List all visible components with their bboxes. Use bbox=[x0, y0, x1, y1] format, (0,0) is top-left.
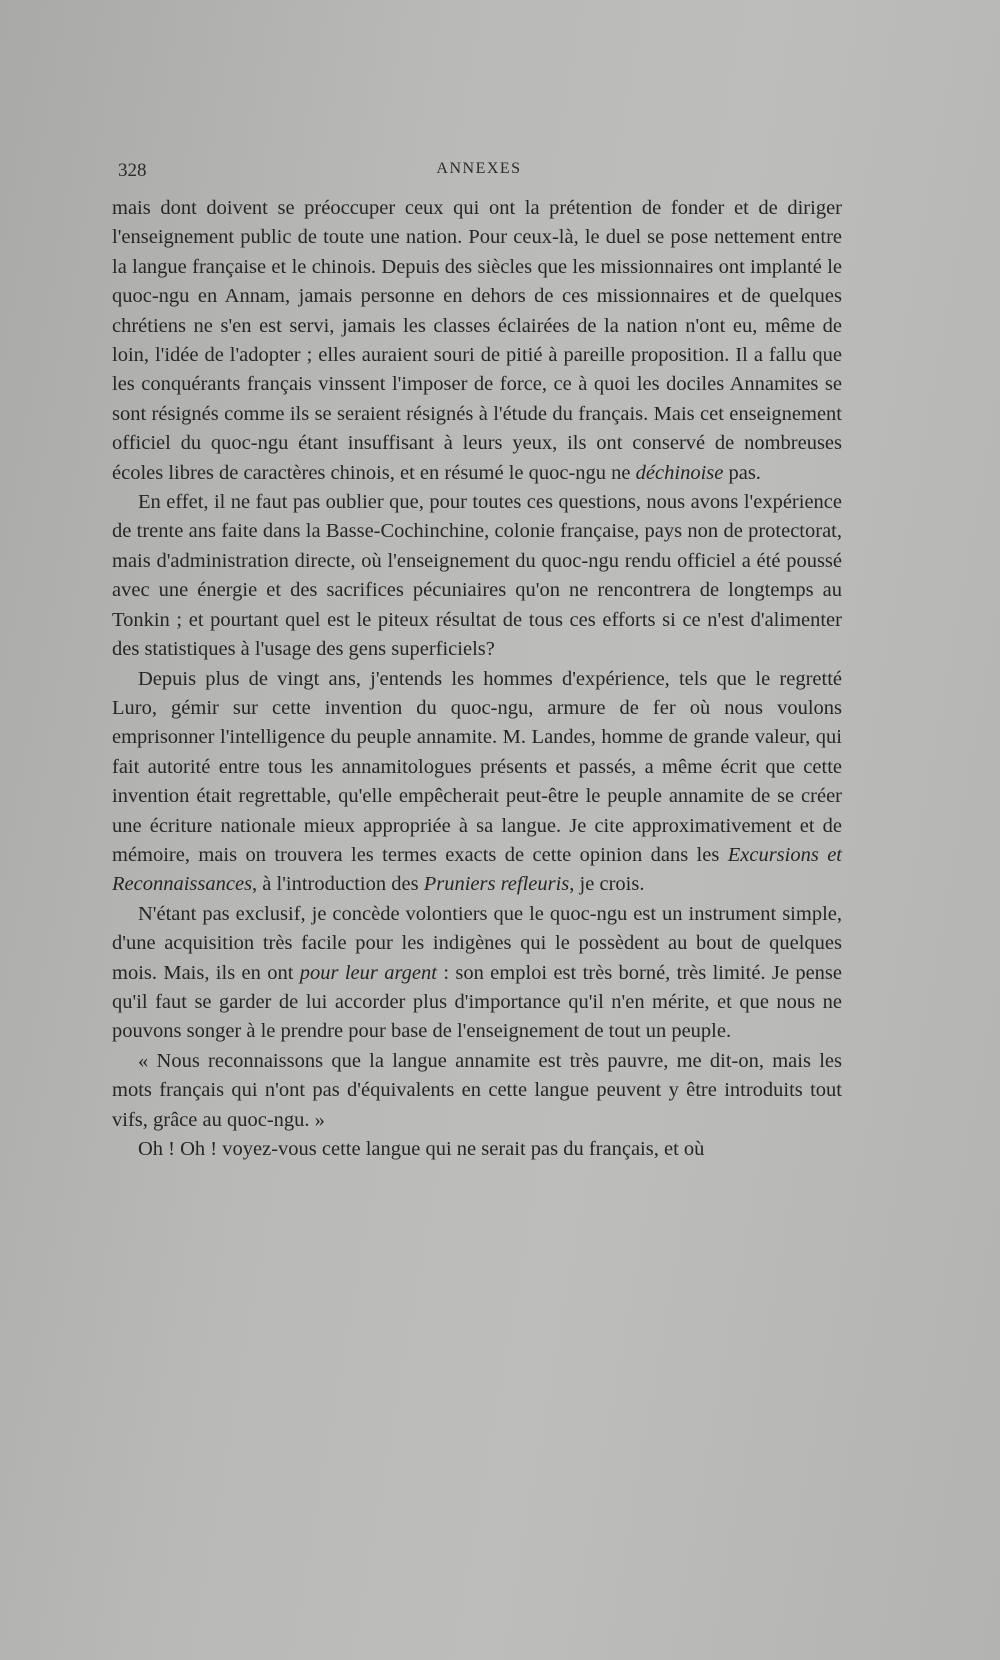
page-number: 328 bbox=[118, 160, 147, 181]
body-text bbox=[112, 194, 842, 1164]
paragraph bbox=[112, 1047, 842, 1135]
text-segment: N'étant pas exclusif, je concède volontiers que le quoc-ngu est un instrument simple, d'une acquisition très facile pour les indigènes qui le possèdent au bout de quelques mois. Mais, ils en ont bbox=[112, 902, 842, 984]
page-header bbox=[118, 160, 840, 186]
text-segment: : son emploi est très borné, très limité. Je pense qu'il faut se garder de lui accorder plus d'importance qu'il n'en mérite, et que nous ne pouvons songer à le prendre pour base de l'enseignement de tout un peuple. bbox=[112, 961, 842, 1043]
text-segment: En effet, il ne faut pas oublier que, pour toutes ces questions, nous avons l'expérience de trente ans faite dans la Basse-Cochinchine, colonie française, pays non de protectorat, mais d'administration directe, où l'enseignement du quoc-ngu rendu officiel a été poussé avec une énergie et des sacrifices pécuniaires qu'on ne rencontrera de longtemps au Tonkin ; et pourtant quel est le piteux résultat de tous ces efforts si ce n'est d'alimenter des statistiques à l'usage des gens superficiels? bbox=[112, 491, 842, 661]
paragraph bbox=[112, 900, 842, 1047]
text-segment: mais dont doivent se préoccuper ceux qui ont la prétention de fonder et de diriger l'enseignement public de toute une nation. Pour ceux-là, le duel se pose nettement entre la langue française et le chinois. Depuis des siècles que les missionnaires ont implanté le quoc-ngu en Annam, jamais personne en dehors de ces missionnaires et de quelques chrétiens ne s'en est servi, jamais les classes éclairées de la nation n'ont eu, même de loin, l'idée de l'adopter ; elles auraient souri de pitié à pareille proposition. Il a fallu que les conquérants français vinssent l'imposer de force, ce à quoi les dociles Annamites se sont résignés comme ils se seraient résignés à l'étude du français. Mais cet enseignement officiel du quoc-ngu étant insuffisant à leurs yeux, ils ont conservé de nombreuses écoles libres de caractères chinois, et en résumé le quoc-ngu ne bbox=[112, 197, 842, 484]
italic-text: Excursions et Reconnaissances bbox=[112, 843, 842, 896]
text-segment: , à l'introduction des bbox=[252, 873, 424, 896]
running-title: ANNEXES bbox=[436, 160, 522, 177]
italic-text: Pruniers refleuris bbox=[423, 873, 570, 896]
paragraph bbox=[112, 488, 842, 664]
italic-text: pour leur argent bbox=[299, 961, 437, 984]
paragraph bbox=[112, 665, 842, 900]
text-segment: , je crois. bbox=[569, 873, 645, 896]
text-segment: pas. bbox=[723, 461, 761, 484]
paragraph bbox=[112, 194, 842, 488]
text-segment: Oh ! Oh ! voyez-vous cette langue qui ne serait pas du français, et où bbox=[138, 1138, 705, 1160]
italic-text: déchinoise bbox=[635, 461, 724, 484]
text-segment: « Nous reconnaissons que la langue annamite est très pauvre, me dit-on, mais les mots français qui n'ont pas d'équivalents en cette langue peuvent y être introduits tout vifs, grâce au quoc-ngu. » bbox=[112, 1049, 842, 1131]
text-segment: Depuis plus de vingt ans, j'entends les hommes d'expérience, tels que le regretté Luro, gémir sur cette invention du quoc-ngu, armure de fer où nous voulons emprisonner l'intelligence du peuple annamite. M. Landes, homme de grande valeur, qui fait autorité entre tous les annamitologues présents et passés, a même écrit que cette invention était regrettable, qu'elle empêcherait peut-être le peuple annamite de se créer une écriture nationale mieux appropriée à sa langue. Je cite approximativement et de mémoire, mais on trouvera les termes exacts de cette opinion dans les bbox=[112, 667, 842, 866]
paragraph bbox=[112, 1135, 842, 1164]
